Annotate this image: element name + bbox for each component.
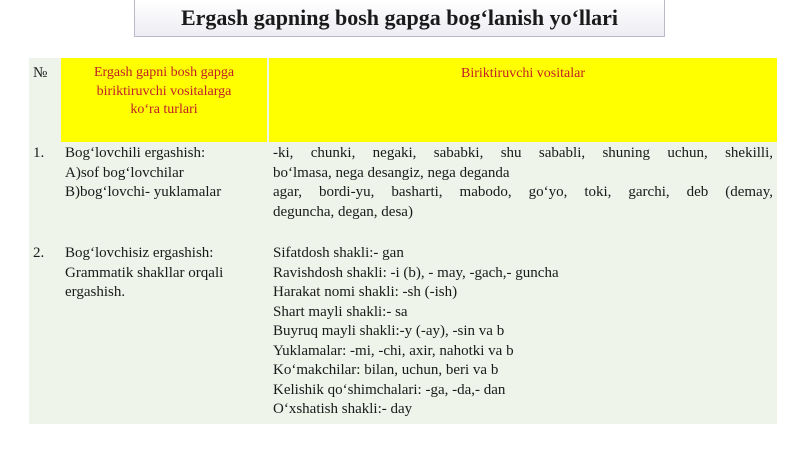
row-type-line: ergashish. (65, 284, 126, 300)
row-means-line: Ravishdosh shakli: -i (b), - may, -gach,- guncha (273, 264, 559, 281)
row-means-line: Kelishik qo‘shimchalari: -ga, -da,- dan (273, 381, 506, 398)
row-means (273, 244, 773, 420)
row-means-line: agar, bordi-yu, basharti, mabodo, go‘yo, toki, garchi, deb (demay, (273, 184, 773, 200)
row-type (65, 244, 269, 303)
row-means-line: Harakat nomi shakli: -sh (-ish) (273, 284, 458, 300)
header-means: Biriktiruvchi vositalar (269, 58, 777, 142)
row-type (65, 144, 269, 203)
row-type-line: B)bog‘lovchi- yuklamalar (65, 184, 222, 200)
row-means-line: Yuklamalar: -mi, -chi, axir, nahotki va b (273, 342, 514, 359)
row-type-line: Bog‘lovchili ergashish: (65, 145, 206, 161)
row-type-line: A)sof bog‘lovchilar (65, 164, 184, 181)
header-types-line: ko‘ra turlari (130, 102, 198, 117)
row-means-line: -ki, chunki, negaki, sababki, shu sababli, shuning uchun, shekilli, (273, 145, 773, 161)
header-types (61, 58, 267, 142)
row-number: 1. (33, 145, 45, 161)
slide-title: Ergash gapning bosh gapga bog‘lanish yo‘llari (180, 5, 619, 30)
content-table (29, 58, 777, 424)
row-means-line: O‘xshatish shakli:- day (273, 401, 413, 417)
row-means (273, 144, 773, 222)
row-means-line: Ko‘makchilar: bilan, uchun, beri va b (273, 362, 499, 378)
row-type-line: Grammatik shakllar orqali (65, 264, 224, 281)
row-means-line: deguncha, degan, desa) (273, 203, 413, 220)
title-box (134, 0, 665, 37)
row-number: 2. (33, 245, 45, 261)
header-number: № (33, 65, 48, 81)
row-means-line: Sifatdosh shakli:- gan (273, 245, 404, 261)
row-means-line: bo‘lmasa, nega desangiz, nega deganda (273, 164, 510, 181)
row-means-line: Buyruq mayli shakli:-y (-ay), -sin va b (273, 323, 505, 339)
row-type-line: Bog‘lovchisiz ergashish: (65, 245, 214, 261)
header-types-line: Ergash gapni bosh gapga (93, 65, 235, 80)
row-means-line: Shart mayli shakli:- sa (273, 303, 408, 320)
header-types-line: biriktiruvchi vositalarga (96, 83, 232, 99)
